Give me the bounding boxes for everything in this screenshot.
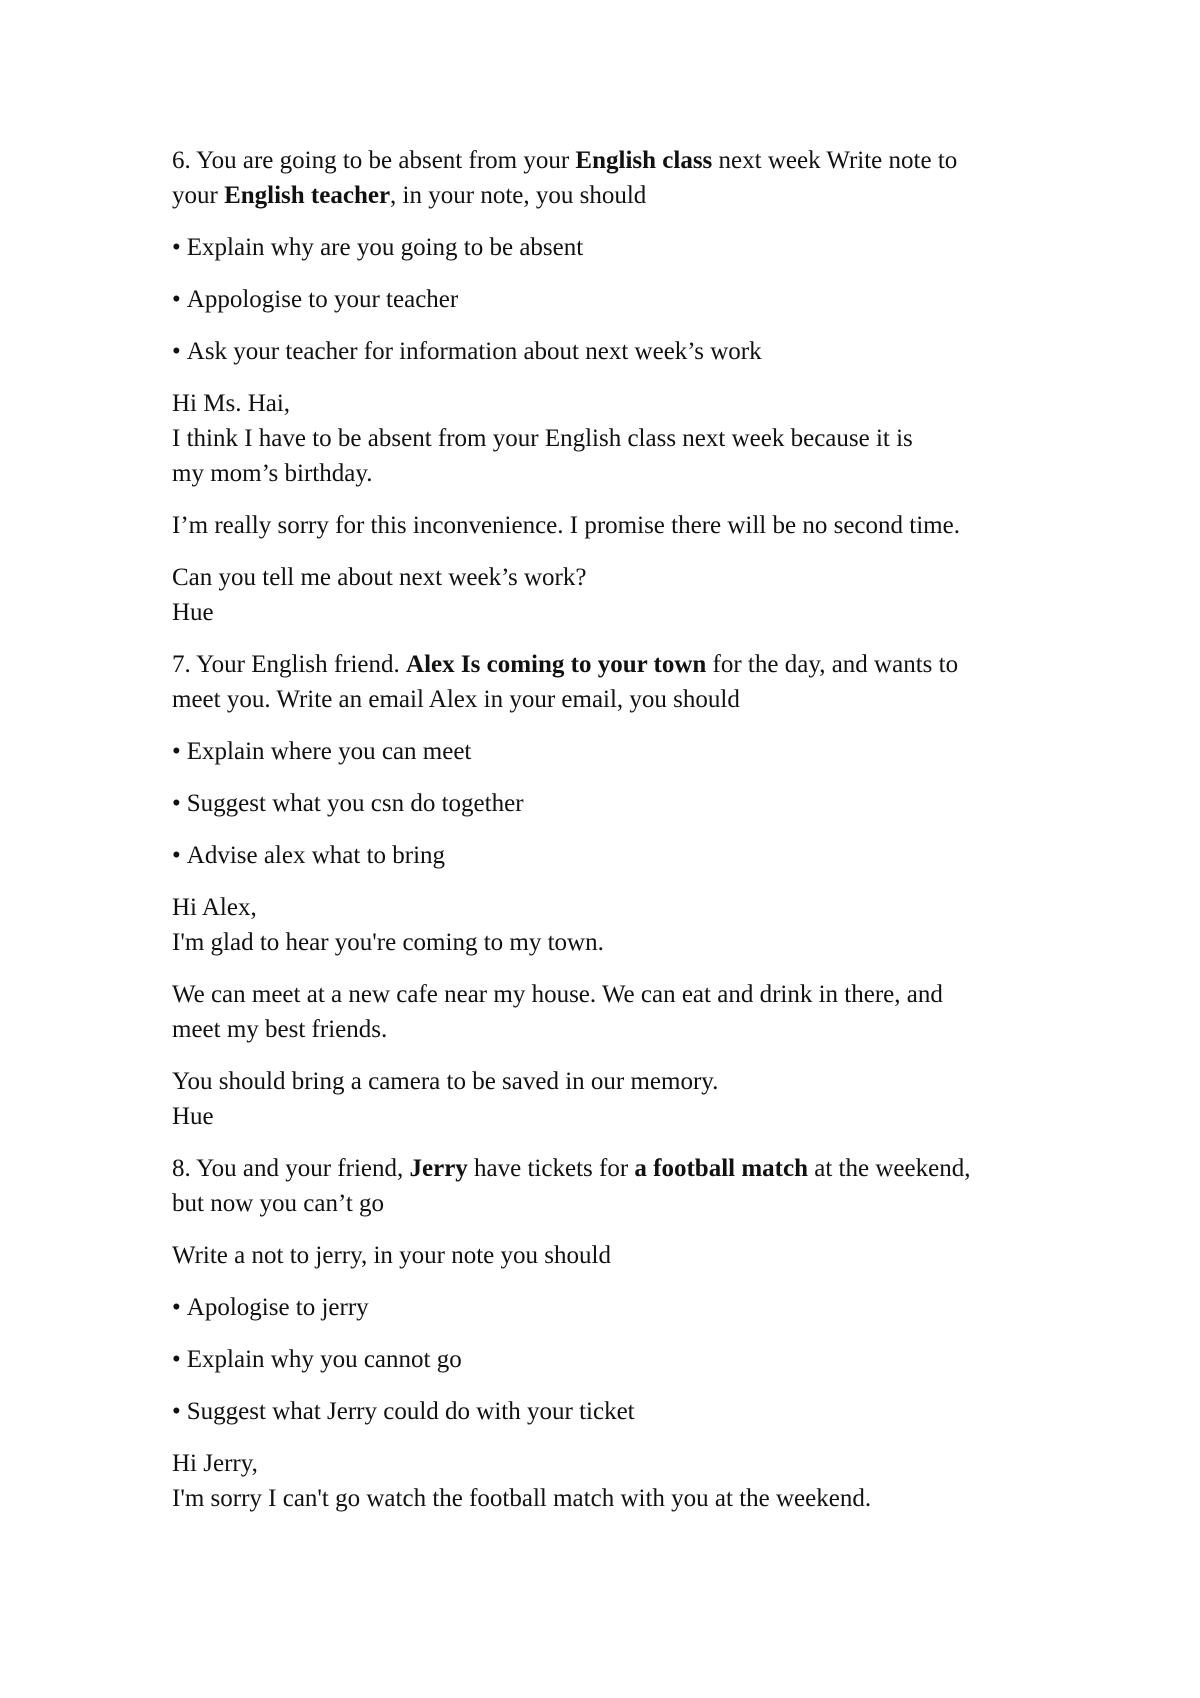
section8-prompt	[172, 1151, 1102, 1221]
bold-text-run: Alex Is coming to your town	[406, 651, 707, 678]
section7-letter-closing	[172, 1064, 1102, 1134]
bullet-dot-icon: •	[172, 286, 181, 313]
text-run: 6. You are going to be absent from your	[172, 147, 576, 174]
text-run: but now you can’t go	[172, 1190, 385, 1217]
bullet-item	[172, 1394, 1102, 1429]
text-run: , in your note, you should	[390, 182, 647, 209]
section7-prompt	[172, 647, 1102, 717]
bullet-dot-icon: •	[172, 790, 181, 817]
section6-prompt-line2	[172, 178, 1102, 213]
bold-text-run: a football match	[634, 1155, 809, 1182]
letter-body-line: I'm glad to hear you're coming to my town.	[172, 929, 604, 956]
text-run: your	[172, 182, 225, 209]
section7-letter-opening	[172, 890, 1102, 960]
letter-body-line: I'm sorry I can't go watch the football match with you at the weekend.	[172, 1485, 872, 1512]
letter-body-line: meet my best friends.	[172, 1016, 388, 1043]
text-run: next week Write note to	[712, 147, 958, 174]
bullet-text: Suggest what Jerry could do with your ticket	[186, 1398, 635, 1425]
bullet-text: Explain where you can meet	[186, 738, 472, 765]
letter-body-line: my mom’s birthday.	[172, 460, 373, 487]
section6-letter-closing	[172, 560, 1102, 630]
bullet-text: Appologise to your teacher	[186, 286, 459, 313]
bullet-item	[172, 734, 1102, 769]
bullet-item	[172, 838, 1102, 873]
section6-prompt	[172, 143, 1102, 213]
bullet-item	[172, 786, 1102, 821]
bullet-item	[172, 1342, 1102, 1377]
bullet-text: Explain why you cannot go	[186, 1346, 462, 1373]
letter-signoff: Hue	[172, 599, 214, 626]
text-run: at the weekend,	[808, 1155, 971, 1182]
letter-body-paragraph: I’m really sorry for this inconvenience. I promise there will be no second time.	[172, 512, 960, 539]
bullet-item	[172, 282, 1102, 317]
section6-letter-opening	[172, 386, 1102, 491]
letter-body-line: We can meet at a new cafe near my house. We can eat and drink in there, and	[172, 981, 943, 1008]
bullet-item	[172, 334, 1102, 369]
letter-body-paragraph	[172, 977, 1102, 1047]
section8-prompt-line1	[172, 1151, 1102, 1186]
bullet-text: Ask your teacher for information about next week’s work	[186, 338, 762, 365]
text-run: have tickets for	[467, 1155, 635, 1182]
text-run: for the day, and wants to	[706, 651, 959, 678]
bullet-dot-icon: •	[172, 1294, 181, 1321]
section8-letter-opening	[172, 1446, 1102, 1516]
letter-greeting: Hi Jerry,	[172, 1450, 258, 1477]
text-run: 8. You and your friend,	[172, 1155, 410, 1182]
bullet-text: Apologise to jerry	[186, 1294, 369, 1321]
letter-signoff: Hue	[172, 1103, 214, 1130]
bold-text-run: English class	[575, 147, 713, 174]
letter-body-line: Can you tell me about next week’s work?	[172, 564, 587, 591]
bullet-item	[172, 1290, 1102, 1325]
section8-instruction: Write a not to jerry, in your note you should	[172, 1242, 611, 1269]
section6-prompt-line1	[172, 143, 1102, 178]
bullet-text: Explain why are you going to be absent	[186, 234, 584, 261]
letter-greeting: Hi Alex,	[172, 894, 257, 921]
letter-body-line: I think I have to be absent from your English class next week because it is	[172, 425, 913, 452]
text-run: 7. Your English friend.	[172, 651, 407, 678]
bullet-dot-icon: •	[172, 842, 181, 869]
bold-text-run: English teacher	[224, 182, 391, 209]
bold-text-run: Jerry	[409, 1155, 468, 1182]
text-run: meet you. Write an email Alex in your email, you should	[172, 686, 740, 713]
bullet-dot-icon: •	[172, 234, 181, 261]
bullet-item	[172, 230, 1102, 265]
letter-greeting: Hi Ms. Hai,	[172, 390, 291, 417]
document-content	[172, 143, 1102, 1533]
bullet-text: Advise alex what to bring	[186, 842, 446, 869]
letter-body-line: You should bring a camera to be saved in our memory.	[172, 1068, 719, 1095]
bullet-text: Suggest what you csn do together	[186, 790, 524, 817]
section7-prompt-line2	[172, 682, 1102, 717]
bullet-dot-icon: •	[172, 738, 181, 765]
bullet-dot-icon: •	[172, 1346, 181, 1373]
bullet-dot-icon: •	[172, 1398, 181, 1425]
bullet-dot-icon: •	[172, 338, 181, 365]
section7-prompt-line1	[172, 647, 1102, 682]
section8-prompt-line2	[172, 1186, 1102, 1221]
